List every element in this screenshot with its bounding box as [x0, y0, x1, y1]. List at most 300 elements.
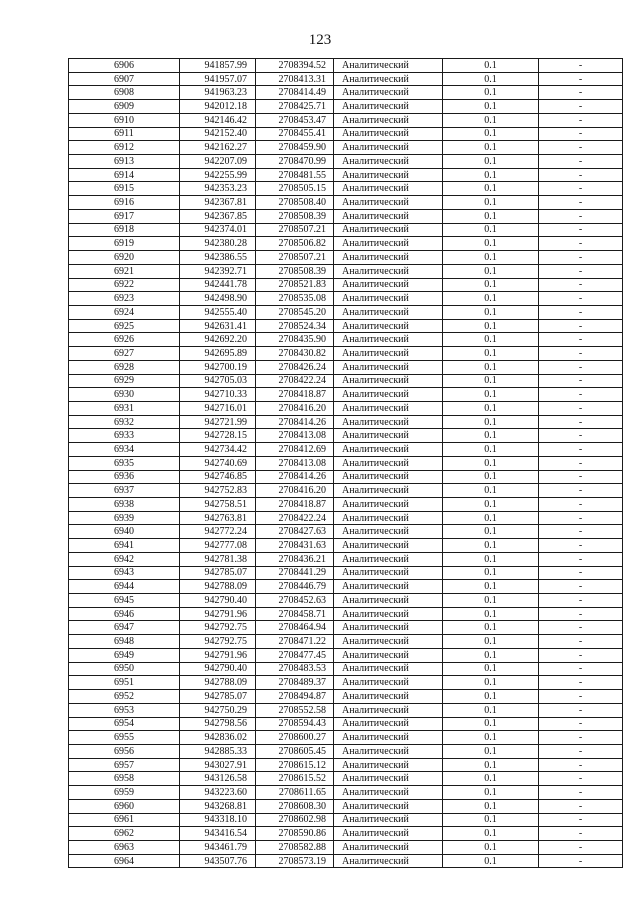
x-coordinate-cell: 942012.18: [180, 100, 256, 114]
method-cell: Аналитический: [334, 717, 443, 731]
x-coordinate-cell: 942792.75: [180, 635, 256, 649]
y-coordinate-cell: 2708458.71: [256, 607, 334, 621]
error-cell: 0.1: [443, 182, 539, 196]
error-cell: 0.1: [443, 374, 539, 388]
height-cell: -: [539, 621, 623, 635]
height-cell: -: [539, 580, 623, 594]
x-coordinate-cell: 942788.09: [180, 580, 256, 594]
table-row: [69, 786, 623, 800]
method-cell: Аналитический: [334, 292, 443, 306]
x-coordinate-cell: 942885.33: [180, 744, 256, 758]
table-row: [69, 607, 623, 621]
height-cell: -: [539, 401, 623, 415]
table-row: [69, 772, 623, 786]
x-coordinate-cell: 942631.41: [180, 319, 256, 333]
table-row: [69, 758, 623, 772]
height-cell: -: [539, 731, 623, 745]
y-coordinate-cell: 2708507.21: [256, 251, 334, 265]
error-cell: 0.1: [443, 813, 539, 827]
y-coordinate-cell: 2708416.20: [256, 401, 334, 415]
height-cell: -: [539, 470, 623, 484]
point-number-cell: 6924: [69, 305, 180, 319]
height-cell: -: [539, 744, 623, 758]
y-coordinate-cell: 2708413.08: [256, 429, 334, 443]
height-cell: -: [539, 690, 623, 704]
method-cell: Аналитический: [334, 621, 443, 635]
y-coordinate-cell: 2708615.52: [256, 772, 334, 786]
y-coordinate-cell: 2708508.40: [256, 196, 334, 210]
x-coordinate-cell: 942781.38: [180, 552, 256, 566]
x-coordinate-cell: 942734.42: [180, 443, 256, 457]
page-number: 123: [308, 32, 332, 48]
height-cell: -: [539, 237, 623, 251]
error-cell: 0.1: [443, 799, 539, 813]
height-cell: -: [539, 827, 623, 841]
point-number-cell: 6949: [69, 648, 180, 662]
x-coordinate-cell: 942152.40: [180, 127, 256, 141]
x-coordinate-cell: 942746.85: [180, 470, 256, 484]
y-coordinate-cell: 2708464.94: [256, 621, 334, 635]
height-cell: -: [539, 594, 623, 608]
point-number-cell: 6960: [69, 799, 180, 813]
point-number-cell: 6909: [69, 100, 180, 114]
x-coordinate-cell: 942790.40: [180, 594, 256, 608]
height-cell: -: [539, 182, 623, 196]
method-cell: Аналитический: [334, 744, 443, 758]
error-cell: 0.1: [443, 360, 539, 374]
method-cell: Аналитический: [334, 196, 443, 210]
method-cell: Аналитический: [334, 772, 443, 786]
table-row: [69, 347, 623, 361]
method-cell: Аналитический: [334, 511, 443, 525]
error-cell: 0.1: [443, 470, 539, 484]
y-coordinate-cell: 2708524.34: [256, 319, 334, 333]
x-coordinate-cell: 942705.03: [180, 374, 256, 388]
method-cell: Аналитический: [334, 827, 443, 841]
x-coordinate-cell: 943126.58: [180, 772, 256, 786]
error-cell: 0.1: [443, 840, 539, 854]
x-coordinate-cell: 942692.20: [180, 333, 256, 347]
y-coordinate-cell: 2708441.29: [256, 566, 334, 580]
point-number-cell: 6959: [69, 786, 180, 800]
error-cell: 0.1: [443, 580, 539, 594]
method-cell: Аналитический: [334, 539, 443, 553]
point-number-cell: 6940: [69, 525, 180, 539]
error-cell: 0.1: [443, 607, 539, 621]
x-coordinate-cell: 942758.51: [180, 498, 256, 512]
table-row: [69, 813, 623, 827]
y-coordinate-cell: 2708412.69: [256, 443, 334, 457]
point-number-cell: 6922: [69, 278, 180, 292]
table-row: [69, 278, 623, 292]
error-cell: 0.1: [443, 319, 539, 333]
method-cell: Аналитический: [334, 415, 443, 429]
point-number-cell: 6938: [69, 498, 180, 512]
y-coordinate-cell: 2708481.55: [256, 168, 334, 182]
height-cell: -: [539, 511, 623, 525]
y-coordinate-cell: 2708418.87: [256, 388, 334, 402]
error-cell: 0.1: [443, 456, 539, 470]
y-coordinate-cell: 2708608.30: [256, 799, 334, 813]
error-cell: 0.1: [443, 292, 539, 306]
y-coordinate-cell: 2708431.63: [256, 539, 334, 553]
point-number-cell: 6952: [69, 690, 180, 704]
y-coordinate-cell: 2708483.53: [256, 662, 334, 676]
method-cell: Аналитический: [334, 388, 443, 402]
point-number-cell: 6911: [69, 127, 180, 141]
point-number-cell: 6963: [69, 840, 180, 854]
method-cell: Аналитический: [334, 799, 443, 813]
height-cell: -: [539, 662, 623, 676]
height-cell: -: [539, 415, 623, 429]
point-number-cell: 6926: [69, 333, 180, 347]
point-number-cell: 6923: [69, 292, 180, 306]
height-cell: -: [539, 209, 623, 223]
point-number-cell: 6925: [69, 319, 180, 333]
method-cell: Аналитический: [334, 731, 443, 745]
x-coordinate-cell: 943507.76: [180, 854, 256, 868]
method-cell: Аналитический: [334, 456, 443, 470]
y-coordinate-cell: 2708453.47: [256, 113, 334, 127]
table-row: [69, 552, 623, 566]
error-cell: 0.1: [443, 388, 539, 402]
y-coordinate-cell: 2708422.24: [256, 511, 334, 525]
error-cell: 0.1: [443, 209, 539, 223]
y-coordinate-cell: 2708505.15: [256, 182, 334, 196]
error-cell: 0.1: [443, 758, 539, 772]
height-cell: -: [539, 840, 623, 854]
table-row: [69, 744, 623, 758]
table-row: [69, 223, 623, 237]
error-cell: 0.1: [443, 827, 539, 841]
point-number-cell: 6947: [69, 621, 180, 635]
y-coordinate-cell: 2708471.22: [256, 635, 334, 649]
height-cell: -: [539, 127, 623, 141]
x-coordinate-cell: 942498.90: [180, 292, 256, 306]
height-cell: -: [539, 498, 623, 512]
error-cell: 0.1: [443, 703, 539, 717]
y-coordinate-cell: 2708573.19: [256, 854, 334, 868]
y-coordinate-cell: 2708477.45: [256, 648, 334, 662]
table-row: [69, 100, 623, 114]
height-cell: -: [539, 72, 623, 86]
table-row: [69, 264, 623, 278]
table-row: [69, 566, 623, 580]
table-row: [69, 319, 623, 333]
height-cell: -: [539, 196, 623, 210]
y-coordinate-cell: 2708489.37: [256, 676, 334, 690]
point-number-cell: 6958: [69, 772, 180, 786]
y-coordinate-cell: 2708590.86: [256, 827, 334, 841]
x-coordinate-cell: 942788.09: [180, 676, 256, 690]
y-coordinate-cell: 2708414.26: [256, 470, 334, 484]
height-cell: -: [539, 429, 623, 443]
table-row: [69, 525, 623, 539]
table-row: [69, 155, 623, 169]
method-cell: Аналитический: [334, 223, 443, 237]
table-row: [69, 703, 623, 717]
y-coordinate-cell: 2708535.08: [256, 292, 334, 306]
error-cell: 0.1: [443, 676, 539, 690]
table-row: [69, 251, 623, 265]
point-number-cell: 6953: [69, 703, 180, 717]
point-number-cell: 6946: [69, 607, 180, 621]
x-coordinate-cell: 942374.01: [180, 223, 256, 237]
table-row: [69, 648, 623, 662]
point-number-cell: 6939: [69, 511, 180, 525]
height-cell: -: [539, 525, 623, 539]
point-number-cell: 6942: [69, 552, 180, 566]
height-cell: -: [539, 717, 623, 731]
x-coordinate-cell: 942367.85: [180, 209, 256, 223]
table-row: [69, 113, 623, 127]
error-cell: 0.1: [443, 127, 539, 141]
point-number-cell: 6915: [69, 182, 180, 196]
y-coordinate-cell: 2708470.99: [256, 155, 334, 169]
height-cell: -: [539, 786, 623, 800]
method-cell: Аналитический: [334, 251, 443, 265]
x-coordinate-cell: 942367.81: [180, 196, 256, 210]
error-cell: 0.1: [443, 415, 539, 429]
method-cell: Аналитический: [334, 648, 443, 662]
table-row: [69, 676, 623, 690]
x-coordinate-cell: 942785.07: [180, 566, 256, 580]
y-coordinate-cell: 2708508.39: [256, 264, 334, 278]
error-cell: 0.1: [443, 484, 539, 498]
method-cell: Аналитический: [334, 443, 443, 457]
method-cell: Аналитический: [334, 182, 443, 196]
table-row: [69, 415, 623, 429]
x-coordinate-cell: 942441.78: [180, 278, 256, 292]
table-row: [69, 59, 623, 73]
y-coordinate-cell: 2708394.52: [256, 59, 334, 73]
x-coordinate-cell: 943027.91: [180, 758, 256, 772]
point-number-cell: 6913: [69, 155, 180, 169]
coordinates-table: [68, 58, 623, 868]
x-coordinate-cell: 942695.89: [180, 347, 256, 361]
height-cell: -: [539, 168, 623, 182]
point-number-cell: 6951: [69, 676, 180, 690]
method-cell: Аналитический: [334, 703, 443, 717]
x-coordinate-cell: 941857.99: [180, 59, 256, 73]
point-number-cell: 6950: [69, 662, 180, 676]
table-row: [69, 484, 623, 498]
y-coordinate-cell: 2708414.49: [256, 86, 334, 100]
error-cell: 0.1: [443, 237, 539, 251]
error-cell: 0.1: [443, 621, 539, 635]
y-coordinate-cell: 2708436.21: [256, 552, 334, 566]
x-coordinate-cell: 942777.08: [180, 539, 256, 553]
height-cell: -: [539, 758, 623, 772]
error-cell: 0.1: [443, 594, 539, 608]
point-number-cell: 6908: [69, 86, 180, 100]
method-cell: Аналитический: [334, 237, 443, 251]
error-cell: 0.1: [443, 251, 539, 265]
method-cell: Аналитический: [334, 100, 443, 114]
x-coordinate-cell: 943416.54: [180, 827, 256, 841]
method-cell: Аналитический: [334, 209, 443, 223]
x-coordinate-cell: 942710.33: [180, 388, 256, 402]
table-row: [69, 429, 623, 443]
table-row: [69, 498, 623, 512]
table-row: [69, 305, 623, 319]
method-cell: Аналитический: [334, 594, 443, 608]
error-cell: 0.1: [443, 525, 539, 539]
table-row: [69, 168, 623, 182]
y-coordinate-cell: 2708413.08: [256, 456, 334, 470]
table-row: [69, 539, 623, 553]
point-number-cell: 6955: [69, 731, 180, 745]
x-coordinate-cell: 942792.75: [180, 621, 256, 635]
point-number-cell: 6932: [69, 415, 180, 429]
table-row: [69, 292, 623, 306]
point-number-cell: 6964: [69, 854, 180, 868]
method-cell: Аналитический: [334, 264, 443, 278]
y-coordinate-cell: 2708508.39: [256, 209, 334, 223]
point-number-cell: 6910: [69, 113, 180, 127]
x-coordinate-cell: 942700.19: [180, 360, 256, 374]
x-coordinate-cell: 942790.40: [180, 662, 256, 676]
error-cell: 0.1: [443, 333, 539, 347]
height-cell: -: [539, 223, 623, 237]
table-row: [69, 731, 623, 745]
x-coordinate-cell: 942386.55: [180, 251, 256, 265]
error-cell: 0.1: [443, 552, 539, 566]
x-coordinate-cell: 941963.23: [180, 86, 256, 100]
y-coordinate-cell: 2708427.63: [256, 525, 334, 539]
error-cell: 0.1: [443, 498, 539, 512]
y-coordinate-cell: 2708521.83: [256, 278, 334, 292]
method-cell: Аналитический: [334, 347, 443, 361]
height-cell: -: [539, 319, 623, 333]
x-coordinate-cell: 942752.83: [180, 484, 256, 498]
table-row: [69, 511, 623, 525]
x-coordinate-cell: 942207.09: [180, 155, 256, 169]
height-cell: -: [539, 278, 623, 292]
y-coordinate-cell: 2708602.98: [256, 813, 334, 827]
height-cell: -: [539, 305, 623, 319]
height-cell: -: [539, 772, 623, 786]
height-cell: -: [539, 155, 623, 169]
x-coordinate-cell: 942791.96: [180, 607, 256, 621]
table-row: [69, 333, 623, 347]
x-coordinate-cell: 942380.28: [180, 237, 256, 251]
height-cell: -: [539, 552, 623, 566]
y-coordinate-cell: 2708582.88: [256, 840, 334, 854]
error-cell: 0.1: [443, 429, 539, 443]
point-number-cell: 6945: [69, 594, 180, 608]
height-cell: -: [539, 813, 623, 827]
error-cell: 0.1: [443, 278, 539, 292]
error-cell: 0.1: [443, 772, 539, 786]
point-number-cell: 6954: [69, 717, 180, 731]
method-cell: Аналитический: [334, 429, 443, 443]
method-cell: Аналитический: [334, 854, 443, 868]
error-cell: 0.1: [443, 443, 539, 457]
point-number-cell: 6916: [69, 196, 180, 210]
error-cell: 0.1: [443, 635, 539, 649]
point-number-cell: 6919: [69, 237, 180, 251]
table-row: [69, 854, 623, 868]
method-cell: Аналитический: [334, 840, 443, 854]
point-number-cell: 6957: [69, 758, 180, 772]
method-cell: Аналитический: [334, 635, 443, 649]
height-cell: -: [539, 799, 623, 813]
point-number-cell: 6907: [69, 72, 180, 86]
y-coordinate-cell: 2708552.58: [256, 703, 334, 717]
y-coordinate-cell: 2708594.43: [256, 717, 334, 731]
x-coordinate-cell: 942836.02: [180, 731, 256, 745]
error-cell: 0.1: [443, 566, 539, 580]
height-cell: -: [539, 360, 623, 374]
height-cell: -: [539, 676, 623, 690]
y-coordinate-cell: 2708435.90: [256, 333, 334, 347]
method-cell: Аналитический: [334, 552, 443, 566]
point-number-cell: 6943: [69, 566, 180, 580]
y-coordinate-cell: 2708459.90: [256, 141, 334, 155]
table-row: [69, 621, 623, 635]
point-number-cell: 6917: [69, 209, 180, 223]
height-cell: -: [539, 484, 623, 498]
error-cell: 0.1: [443, 113, 539, 127]
error-cell: 0.1: [443, 744, 539, 758]
table-row: [69, 196, 623, 210]
table-row: [69, 182, 623, 196]
x-coordinate-cell: 941957.07: [180, 72, 256, 86]
error-cell: 0.1: [443, 786, 539, 800]
table-row: [69, 690, 623, 704]
y-coordinate-cell: 2708418.87: [256, 498, 334, 512]
y-coordinate-cell: 2708605.45: [256, 744, 334, 758]
table-row: [69, 443, 623, 457]
point-number-cell: 6944: [69, 580, 180, 594]
height-cell: -: [539, 566, 623, 580]
method-cell: Аналитический: [334, 690, 443, 704]
x-coordinate-cell: 942255.99: [180, 168, 256, 182]
point-number-cell: 6948: [69, 635, 180, 649]
height-cell: -: [539, 100, 623, 114]
y-coordinate-cell: 2708416.20: [256, 484, 334, 498]
error-cell: 0.1: [443, 86, 539, 100]
table-row: [69, 401, 623, 415]
method-cell: Аналитический: [334, 662, 443, 676]
height-cell: -: [539, 347, 623, 361]
x-coordinate-cell: 942721.99: [180, 415, 256, 429]
method-cell: Аналитический: [334, 141, 443, 155]
error-cell: 0.1: [443, 168, 539, 182]
point-number-cell: 6956: [69, 744, 180, 758]
y-coordinate-cell: 2708611.65: [256, 786, 334, 800]
x-coordinate-cell: 942162.27: [180, 141, 256, 155]
y-coordinate-cell: 2708414.26: [256, 415, 334, 429]
table-row: [69, 237, 623, 251]
error-cell: 0.1: [443, 717, 539, 731]
x-coordinate-cell: 942728.15: [180, 429, 256, 443]
method-cell: Аналитический: [334, 59, 443, 73]
x-coordinate-cell: 942791.96: [180, 648, 256, 662]
x-coordinate-cell: 942146.42: [180, 113, 256, 127]
point-number-cell: 6928: [69, 360, 180, 374]
x-coordinate-cell: 942392.71: [180, 264, 256, 278]
height-cell: -: [539, 854, 623, 868]
table-row: [69, 662, 623, 676]
y-coordinate-cell: 2708494.87: [256, 690, 334, 704]
method-cell: Аналитический: [334, 566, 443, 580]
y-coordinate-cell: 2708545.20: [256, 305, 334, 319]
x-coordinate-cell: 942555.40: [180, 305, 256, 319]
method-cell: Аналитический: [334, 484, 443, 498]
method-cell: Аналитический: [334, 374, 443, 388]
